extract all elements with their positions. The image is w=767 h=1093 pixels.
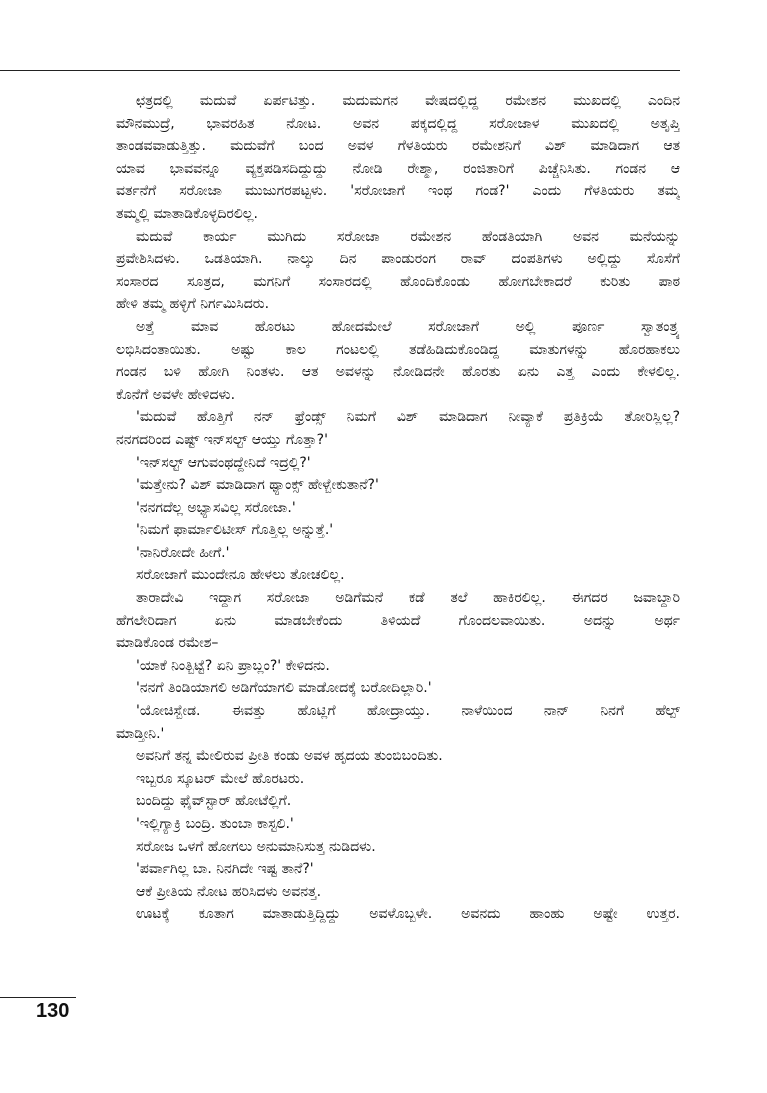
text-line: ಛತ್ರದಲ್ಲಿ ಮದುವೆ ಏರ್ಪಟಿತ್ತು. ಮದುಮಗನ ವೇಷದಲ್ಲಿದ್ದ ರಮೇಶನ ಮುಖದಲ್ಲಿ ಎಂದಿನ <box>136 93 680 109</box>
text-line: 'ಮದುವೆ ಹೊತ್ತಿಗೆ ನನ್ ಫ್ರೆಂಡ್ಸ್ ನಿಮಗೆ ವಿಶ್ ಮಾಡಿದಾಗ ನೀವ್ಯಾಕೆ ಪ್ರತಿಕ್ರಿಯೆ ತೋರಿಸ್ಲಿಲ್ಲ? <box>136 409 680 426</box>
text-line: 'ನಿಮಗೆ ಫಾರ್ಮಾಲಿಟೀಸ್ ಗೊತ್ತಿಲ್ಲ ಅನ್ನುತ್ತೆ.' <box>136 522 334 539</box>
text-line: ನನಗದರಿಂದ ಎಷ್ಟ್ ಇನ್‌ಸಲ್ಟ್ ಆಯ್ತು ಗೊತ್ತಾ?' <box>116 431 328 448</box>
text-line: 'ಮತ್ತೇನು? ವಿಶ್ ಮಾಡಿದಾಗ ಥ್ಯಾಂಕ್ಸ್ ಹೇಳ್ಬೇಕುತಾನೆ?' <box>136 477 379 494</box>
text-line: 'ನನಗದೆಲ್ಲ ಅಭ್ಯಾಸವಿಲ್ಲ ಸರೋಜಾ.' <box>136 499 296 516</box>
text-line: ಮೌನಮುದ್ರೆ, ಭಾವರಹಿತ ನೋಟ. ಅವನ ಪಕ್ಕದಲ್ಲಿದ್ದ ಸರೋಜಾಳ ಮುಖದಲ್ಲಿ ಅತೃಪ್ತಿ <box>116 115 680 132</box>
text-line: ವರ್ತನೆಗೆ ಸರೋಜಾ ಮುಜುಗರಪಟ್ಟಳು. 'ಸರೋಜಾಗೆ ಇಂಥ ಗಂಡ?' ಎಂದು ಗೆಳತಿಯರು ತಮ್ಮ <box>116 183 680 200</box>
header-rule <box>0 70 680 71</box>
text-line: ಸರೋಜಾಗೆ ಮುಂದೇನೂ ಹೇಳಲು ತೋಚಲಿಲ್ಲ. <box>136 567 345 584</box>
text-line: ಅವನಿಗೆ ತನ್ನ ಮೇಲಿರುವ ಪ್ರೀತಿ ಕಂಡು ಅವಳ ಹೃದಯ ತುಂಬಿಬಂದಿತು. <box>136 748 443 765</box>
text-line: ಮದುವೆ ಕಾರ್ಯ ಮುಗಿದು ಸರೋಜಾ ರಮೇಶನ ಹೆಂಡತಿಯಾಗಿ ಅವನ ಮನೆಯನ್ನು <box>136 228 680 245</box>
text-line: 'ಇನ್‌ಸಲ್ಟ್ ಆಗುವಂಥದ್ದೇನಿದೆ ಇದ್ರಲ್ಲಿ?' <box>136 454 311 471</box>
text-line: 'ಯಾಕೆ ನಿಂತ್ಬಿಟ್ಟೆ? ಏನಿ ಪ್ರಾಬ್ಲಂ?' ಕೇಳಿದನು. <box>136 657 330 674</box>
text-line: ಸಂಸಾರದ ಸೂತ್ರದ, ಮಗನಿಗೆ ಸಂಸಾರದಲ್ಲಿ ಹೊಂದಿಕೊಂಡು ಹೋಗಬೇಕಾದರೆ ಕುರಿತು ಪಾಠ <box>116 273 680 290</box>
text-line: 'ನಾನಿರೋದೇ ಹೀಗೆ.' <box>136 544 230 561</box>
text-line: ಆಕೆ ಪ್ರೀತಿಯ ನೋಟ ಹರಿಸಿದಳು ಅವನತ್ತ. <box>136 883 322 900</box>
text-line: 'ಪರ್ವಾಗಿಲ್ಲ ಬಾ. ನಿನಗಿದೇ ಇಷ್ಟ ತಾನೆ?' <box>136 861 314 878</box>
text-line: ಊಟಕ್ಕೆ ಕೂತಾಗ ಮಾತಾಡುತ್ತಿದ್ದಿದ್ದು ಅವಳೊಬ್ಬಳೇ. ಅವನದು ಹಾಂಹು ಅಷ್ಟೇ ಉತ್ತರ. <box>136 906 680 923</box>
text-line: ಸರೋಜ ಒಳಗೆ ಹೋಗಲು ಅನುಮಾನಿಸುತ್ತ ನುಡಿದಳು. <box>136 838 376 855</box>
text-line: ಇಬ್ಬರೂ ಸ್ಕೂಟರ್ ಮೇಲೆ ಹೊರಟರು. <box>136 770 305 787</box>
text-line: ಮಾಡಿಕೊಂಡ ರಮೇಶ– <box>116 635 219 652</box>
text-line: ಅತ್ತೆ ಮಾವ ಹೊರಟು ಹೋದಮೇಲೆ ಸರೋಜಾಗೆ ಅಲ್ಲಿ ಪೂರ್ಣ ಸ್ವಾತಂತ್ರ್ಯ <box>136 318 680 335</box>
text-line: ತಾಂಡವವಾಡುತ್ತಿತ್ತು. ಮದುವೆಗೆ ಬಂದ ಅವಳ ಗೆಳತಿಯರು ರಮೇಶನಿಗೆ ವಿಶ್ ಮಾಡಿದಾಗ ಆತ <box>116 138 680 155</box>
text-line: ಮಾಡ್ತೀನಿ.' <box>116 725 165 742</box>
page-number: 130 <box>36 1000 70 1022</box>
text-line: ಕೊನೆಗೆ ಅವಳೇ ಹೇಳಿದಳು. <box>116 386 236 403</box>
text-line: 'ಇಲ್ಲಿಗ್ಯಾಕ್ರಿ ಬಂದ್ರಿ. ತುಂಬಾ ಕಾಸ್ಟಲಿ.' <box>136 816 294 832</box>
text-line: ತಮ್ಮಲ್ಲಿ ಮಾತಾಡಿಕೊಳ್ಳದಿರಲಿಲ್ಲ. <box>116 205 258 222</box>
text-line: 'ಯೋಚಿಸ್ಬೇಡ. ಈವತ್ತು ಹೊಟ್ಲಿಗೆ ಹೋದ್ರಾಯ್ತು. ನಾಳೆಯಿಂದ ನಾನ್ ನಿನಗೆ ಹೆಲ್ಪ್ <box>136 703 680 720</box>
text-line: ಗಂಡನ ಬಳಿ ಹೋಗಿ ನಿಂತಳು. ಆತ ಅವಳನ್ನು ನೋಡಿದನೇ ಹೊರತು ಏನು ಎತ್ತ ಎಂದು ಕೇಳಲಿಲ್ಲ. <box>116 364 680 381</box>
text-line: ಹೆಗಲೇರಿದಾಗ ಏನು ಮಾಡಬೇಕೆಂದು ತಿಳಿಯದೆ ಗೊಂದಲವಾಯಿತು. ಅದನ್ನು ಅರ್ಥ <box>116 612 680 629</box>
text-line: 'ನನಗೆ ತಿಂಡಿಯಾಗಲಿ ಅಡಿಗೆಯಾಗಲಿ ಮಾಡೋದಕ್ಕೆ ಬರೋದಿಲ್ಲಾರಿ.' <box>136 680 432 697</box>
text-line: ಹೇಳಿ ತಮ್ಮ ಹಳ್ಳಿಗೆ ನಿರ್ಗಮಿಸಿದರು. <box>116 296 270 313</box>
text-line: ಬಂದಿದ್ದು ಫೈವ್‌ಸ್ಟಾರ್ ಹೋಟೆಲ್ಲಿಗೆ. <box>136 793 292 810</box>
text-line: ಯಾವ ಭಾವವನ್ನೂ ವ್ಯಕ್ತಪಡಿಸದಿದ್ದುದ್ದು ನೋಡಿ ರೇಶ್ಮಾ, ರಂಜಿತಾರಿಗೆ ಪಿಚ್ಚೆನಿಸಿತು. ಗಂಡನ ಆ <box>116 160 680 177</box>
text-line: ತಾರಾದೇವಿ ಇದ್ದಾಗ ಸರೋಜಾ ಅಡಿಗೆಮನೆ ಕಡೆ ತಲೆ ಹಾಕಿರಲಿಲ್ಲ. ಈಗದರ ಜವಾಬ್ದಾರಿ <box>136 590 680 607</box>
footer-rule <box>0 997 76 998</box>
text-line: ಲಭಿಸಿದಂತಾಯಿತು. ಅಷ್ಟು ಕಾಲ ಗಂಟಲಲ್ಲಿ ತಡೆಹಿಡಿದುಕೊಂಡಿದ್ದ ಮಾತುಗಳನ್ನು ಹೊರಹಾಕಲು <box>116 341 680 358</box>
body-text <box>116 90 680 926</box>
text-line: ಪ್ರವೇಶಿಸಿದಳು. ಒಡತಿಯಾಗಿ. ನಾಲ್ಕು ದಿನ ಪಾಂಡುರಂಗ ರಾವ್ ದಂಪತಿಗಳು ಅಲ್ಲಿದ್ದು ಸೊಸೆಗೆ <box>116 251 680 268</box>
